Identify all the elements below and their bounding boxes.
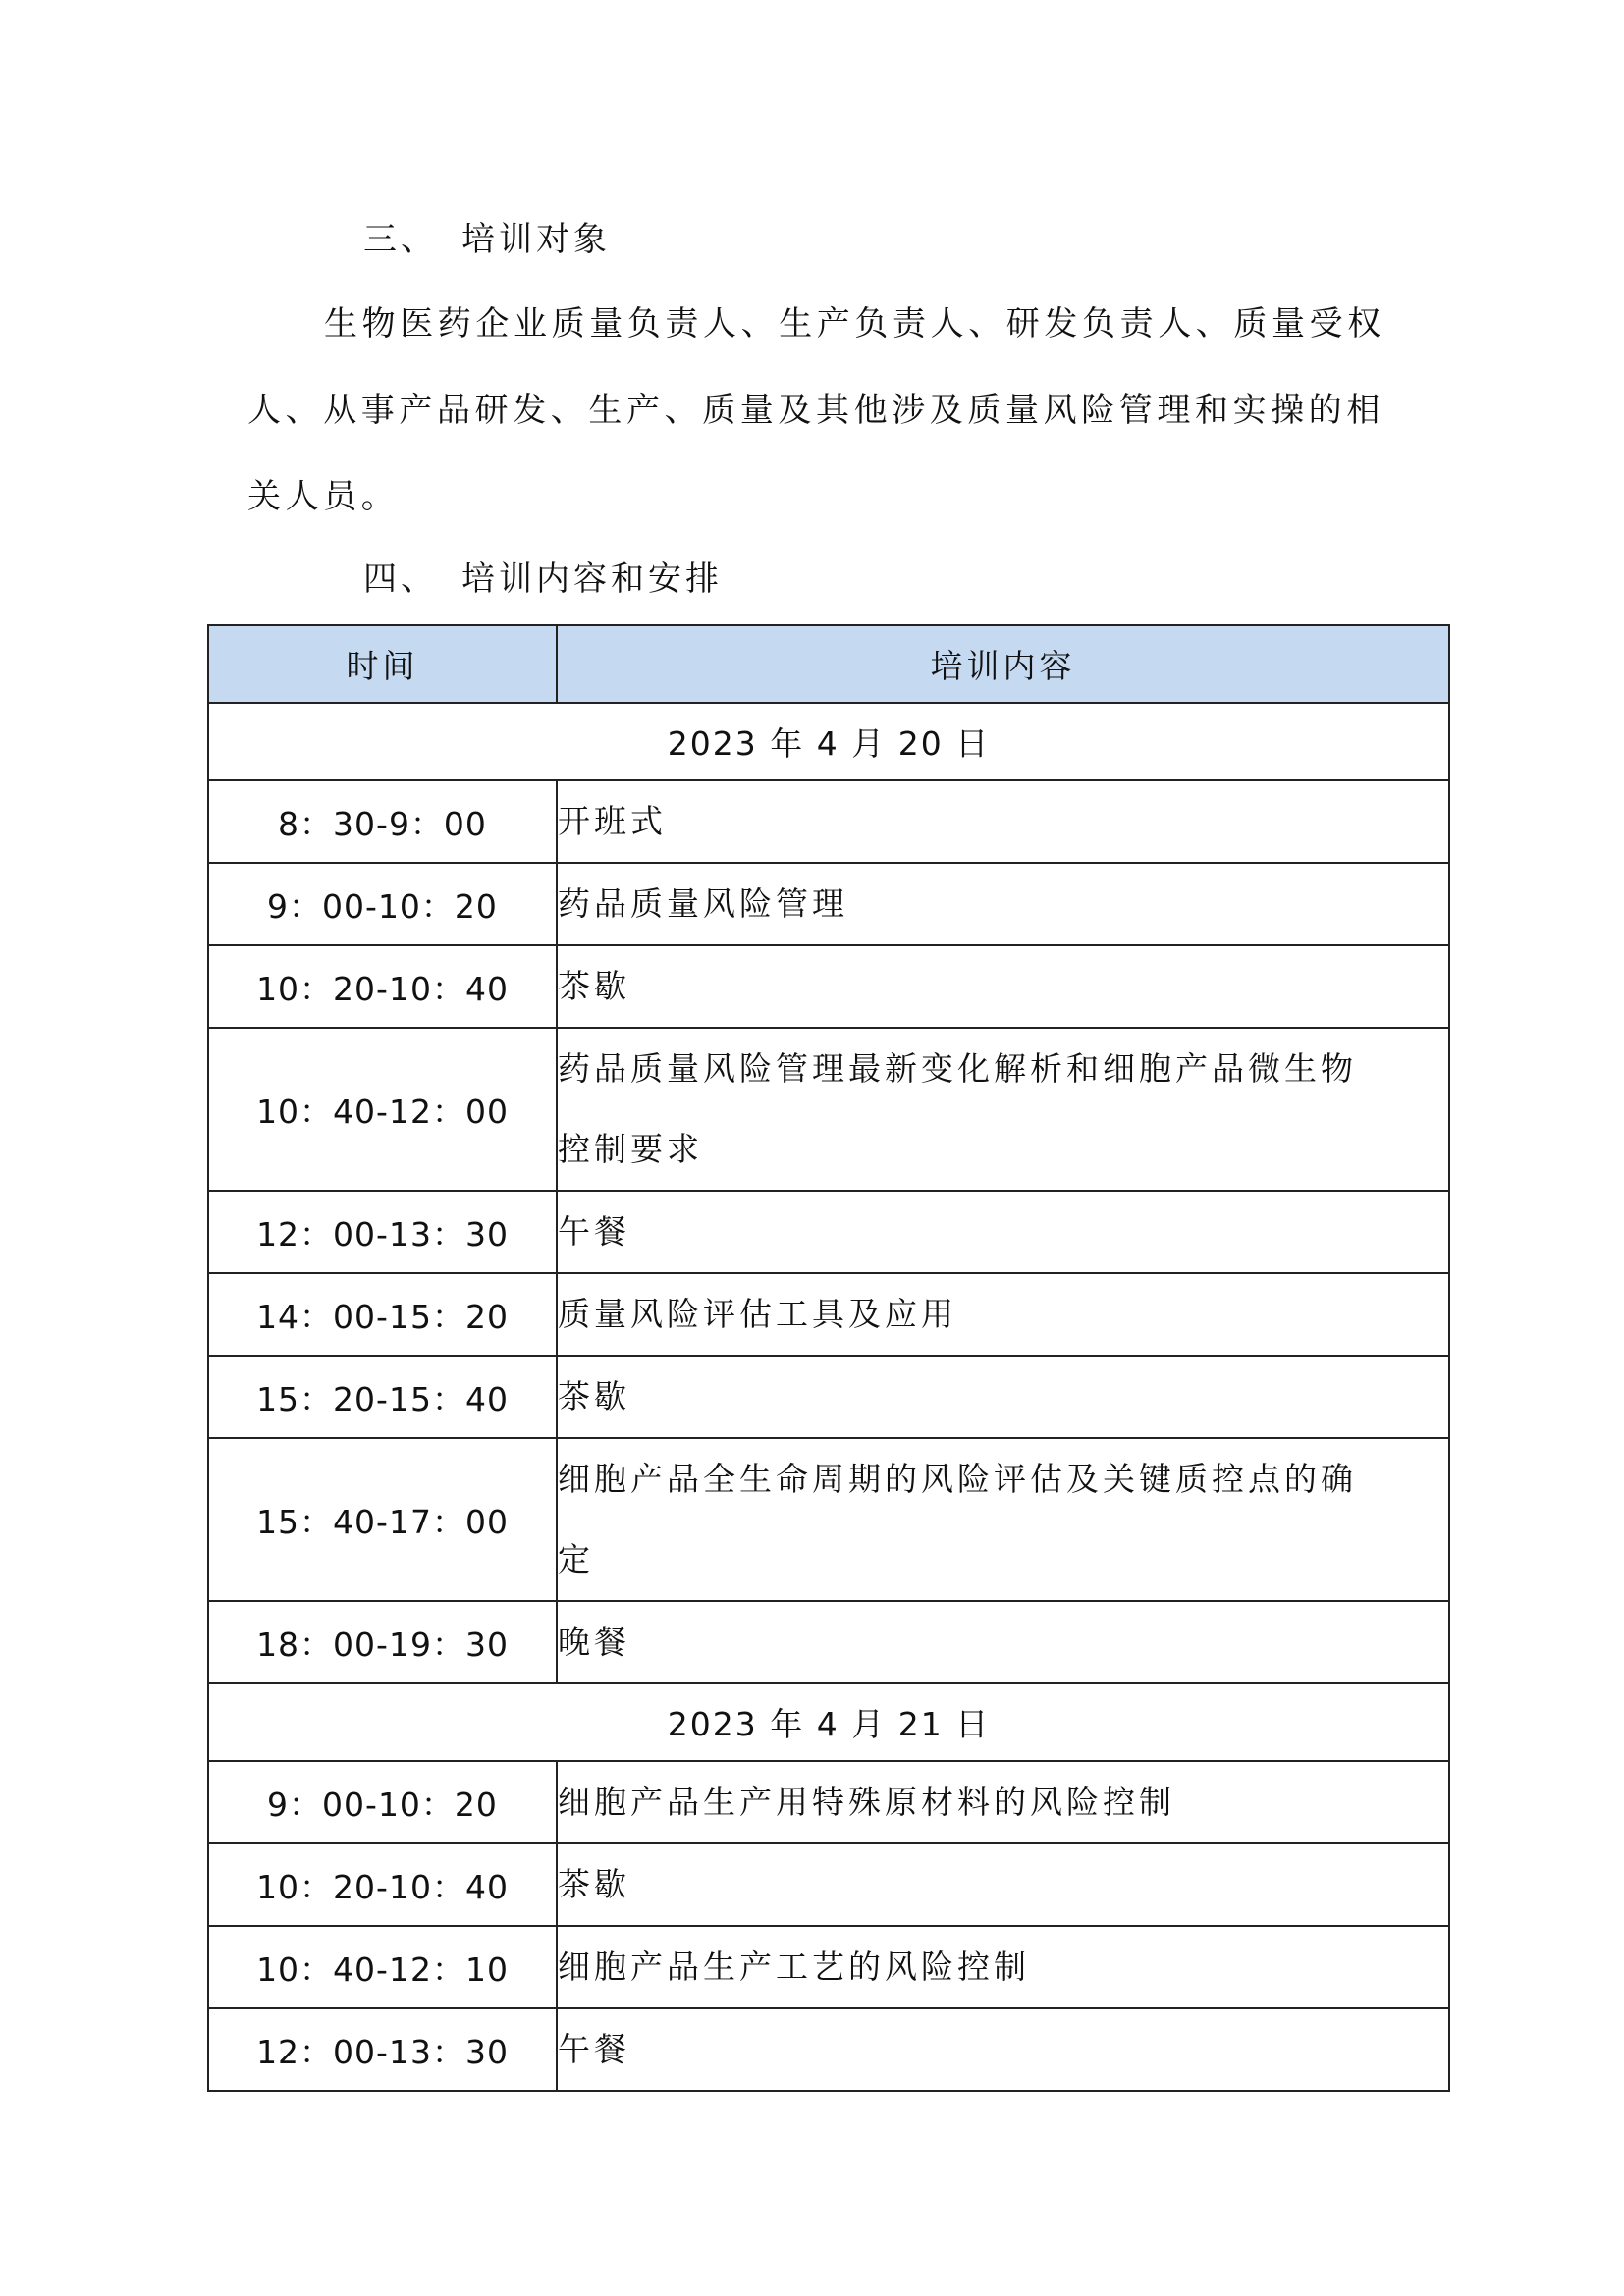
time-cell: 9：00-10：20 bbox=[208, 1761, 557, 1843]
section-heading-training-schedule bbox=[363, 552, 723, 600]
table-row bbox=[208, 1028, 1449, 1191]
content-cell bbox=[557, 1438, 1449, 1601]
time-cell: 10：20-10：40 bbox=[208, 945, 557, 1028]
content-cell: 细胞产品生产工艺的风险控制 bbox=[557, 1926, 1449, 2008]
time-cell: 15：40-17：00 bbox=[208, 1438, 557, 1601]
table-row bbox=[208, 1438, 1449, 1601]
table-row bbox=[208, 2008, 1449, 2091]
date-row bbox=[208, 703, 1449, 780]
time-cell: 12：00-13：30 bbox=[208, 2008, 557, 2091]
content-cell bbox=[557, 1028, 1449, 1191]
section-number: 三、 bbox=[363, 220, 438, 259]
paragraph-line: 关人员。 bbox=[247, 477, 400, 516]
content-cell: 午餐 bbox=[557, 2008, 1449, 2091]
content-line: 药品质量风险管理最新变化解析和细胞产品微生物 bbox=[558, 1049, 1357, 1088]
time-cell: 8：30-9：00 bbox=[208, 780, 557, 863]
section-title: 培训对象 bbox=[461, 220, 611, 259]
time-cell: 15：20-15：40 bbox=[208, 1356, 557, 1438]
content-line: 定 bbox=[558, 1540, 594, 1578]
table-row bbox=[208, 1761, 1449, 1843]
table-row bbox=[208, 1843, 1449, 1926]
date-cell: 2023 年 4 月 21 日 bbox=[208, 1683, 1449, 1761]
table-row bbox=[208, 863, 1449, 945]
content-line: 细胞产品全生命周期的风险评估及关键质控点的确 bbox=[558, 1460, 1357, 1498]
time-cell: 10：40-12：10 bbox=[208, 1926, 557, 2008]
content-cell: 开班式 bbox=[557, 780, 1449, 863]
content-cell: 药品质量风险管理 bbox=[557, 863, 1449, 945]
time-cell: 10：40-12：00 bbox=[208, 1028, 557, 1191]
table-row bbox=[208, 780, 1449, 863]
time-cell: 10：20-10：40 bbox=[208, 1843, 557, 1926]
content-cell: 午餐 bbox=[557, 1191, 1449, 1273]
header-time: 时间 bbox=[208, 625, 557, 703]
time-cell: 18：00-19：30 bbox=[208, 1601, 557, 1683]
section-number: 四、 bbox=[363, 560, 438, 599]
paragraph-line: 人、从事产品研发、生产、质量及其他涉及质量风险管理和实操的相 bbox=[247, 391, 1384, 430]
content-cell: 茶歇 bbox=[557, 1356, 1449, 1438]
content-cell: 细胞产品生产用特殊原材料的风险控制 bbox=[557, 1761, 1449, 1843]
schedule-table bbox=[207, 624, 1450, 2092]
content-line: 控制要求 bbox=[558, 1130, 703, 1168]
table-row bbox=[208, 1601, 1449, 1683]
table-header-row bbox=[208, 625, 1449, 703]
section-heading-training-audience bbox=[363, 212, 611, 260]
section-title: 培训内容和安排 bbox=[461, 560, 723, 599]
time-cell: 9：00-10：20 bbox=[208, 863, 557, 945]
paragraph-line: 生物医药企业质量负责人、生产负责人、研发负责人、质量受权 bbox=[324, 304, 1385, 344]
time-cell: 14：00-15：20 bbox=[208, 1273, 557, 1356]
table-row bbox=[208, 1191, 1449, 1273]
table-row bbox=[208, 945, 1449, 1028]
time-cell: 12：00-13：30 bbox=[208, 1191, 557, 1273]
date-row bbox=[208, 1683, 1449, 1761]
date-cell: 2023 年 4 月 20 日 bbox=[208, 703, 1449, 780]
header-content: 培训内容 bbox=[557, 625, 1449, 703]
table-row bbox=[208, 1356, 1449, 1438]
table-row bbox=[208, 1273, 1449, 1356]
content-cell: 茶歇 bbox=[557, 1843, 1449, 1926]
content-cell: 质量风险评估工具及应用 bbox=[557, 1273, 1449, 1356]
content-cell: 茶歇 bbox=[557, 945, 1449, 1028]
content-cell: 晚餐 bbox=[557, 1601, 1449, 1683]
table-row bbox=[208, 1926, 1449, 2008]
